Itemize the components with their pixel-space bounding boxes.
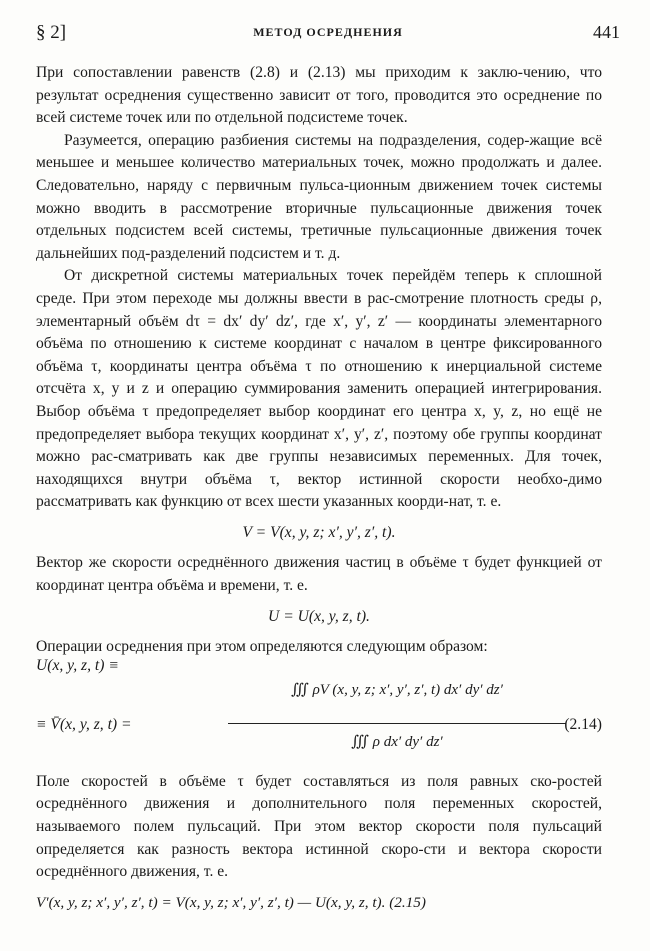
equation-2-15: V′(x, y, z; x′, y′, z′, t) = V(x, y, z; x′, y′, z′, t) — U(x, y, z, t). (2.15) — [36, 893, 426, 911]
equation-1: V = V(x, y, z; x′, y′, z′, t). — [242, 523, 396, 541]
paragraph-5: Операции осреднения при этом определяются следующим образом: — [36, 638, 488, 656]
fraction-denominator: ∭ ρ dx′ dy′ dz′ — [351, 733, 443, 750]
equation-lhs-2: ≡ V̄(x, y, z, t) = — [36, 715, 132, 733]
running-title: МЕТОД ОСРЕДНЕНИЯ — [253, 25, 403, 39]
page-number: 441 — [593, 22, 620, 42]
fraction-numerator: ∭ ρV (x, y, z; x′, y′, z′, t) dx′ dy′ dz′ — [291, 681, 503, 698]
body-text — [36, 62, 602, 914]
paragraph-4: Вектор же скорости осреднённого движения частиц в объёме τ будет функцией от координат центра объёма и времени, т. е. — [36, 554, 602, 595]
paragraph-2: Разумеется, операцию разбиения системы на подразделения, содер-жащие всё меньшее и меньшее количество материальных точек, можно продолжать и далее. Следовательно, наряду с первичным пульса-ционным движением точек системы можно вводить в рассмотрение вторичные пульсационные движения точек отдельных подсистем всей системы, третичные пульсационные движения точек дальнейших под-разделений подсистем и т. д. — [36, 131, 602, 262]
equation-2-14 — [36, 656, 602, 771]
section-marker: § 2] — [36, 22, 67, 43]
equation-lhs-1: U(x, y, z, t) ≡ — [36, 656, 119, 674]
paragraph-6: Поле скоростей в объёме τ будет составляться из поля равных ско-ростей осреднённого движения и дополнительного поля переменных скоростей, называемого полем пульсаций. При этом вектор скорости поля пульсаций определяется как разность вектора истинной скоро-сти и вектора скорости осреднённого движения, т. е. — [36, 772, 602, 881]
fraction-bar — [228, 723, 566, 724]
paragraph-3: От дискретной системы материальных точек перейдём теперь к сплошной среде. При этом переходе мы должны ввести в рас-смотрение плотность среды ρ, элементарный объём dτ = dx′ dy′ dz′, где x′, y′, z′ — координаты элементарного объёма по отношению к системе координат с началом в центре фиксированного объёма τ, координаты центра объёма τ по отношению к инерциальной системе отсчёта x, y и z и операцию суммирования заменить операцией интегрирования. Выбор объёма τ предопределяет выбор координат его центра x, y, z, но ещё не предопределяет выбора текущих координат x′, y′, z′, поэтому обе группы координат можно рас-сматривать как две группы независимых переменных. Для точек, находящихся внутри объёма τ, вектор истинной скорости необхо-димо рассматривать как функцию от всех шести указанных коорди-нат, т. е. — [36, 267, 602, 511]
paragraph-1: При сопоставлении равенств (2.8) и (2.13) мы приходим к заклю-чению, что результат осреднения существенно зависит от того, проводится это осреднение по всей системе точек или по отдельной подсистеме точек. — [36, 64, 602, 127]
equation-2: U = U(x, y, z, t). — [268, 607, 370, 625]
equation-number: (2.14) — [564, 715, 602, 733]
page-header — [36, 22, 620, 46]
